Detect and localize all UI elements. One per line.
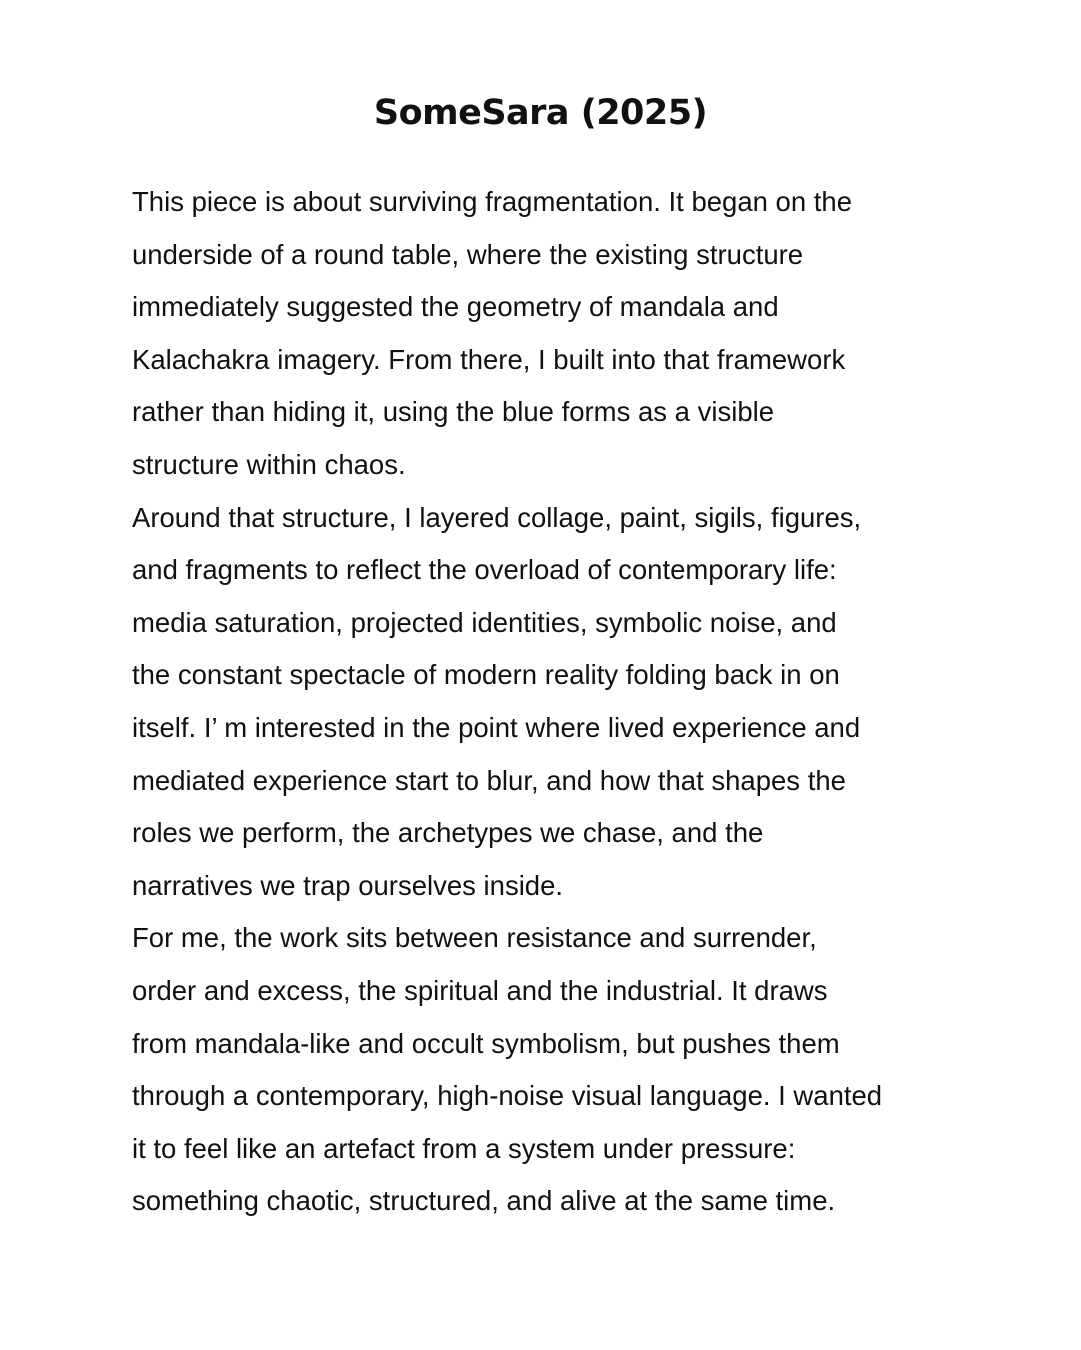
text-line: Around that structure, I layered collage, paint, sigils, figures, xyxy=(132,501,862,533)
text-line: Kalachakra imagery. From there, I built into that framework xyxy=(132,343,846,375)
text-line: through a contemporary, high-noise visual language. I wanted xyxy=(132,1080,883,1112)
text-line: something chaotic, structured, and alive at the same time. xyxy=(132,1185,836,1217)
text-line: itself. I’ m interested in the point where lived experience and xyxy=(132,711,861,743)
text-line: immediately suggested the geometry of mandala and xyxy=(132,291,779,323)
text-line: underside of a round table, where the existing structure xyxy=(132,238,804,270)
text-line: For me, the work sits between resistance and surrender, xyxy=(132,922,817,954)
text-line: rather than hiding it, using the blue forms as a visible xyxy=(132,396,775,428)
paragraph-3 xyxy=(132,912,962,1228)
artist-statement xyxy=(132,176,962,1228)
page-title: SomeSara (2025) xyxy=(373,93,708,133)
text-line: it to feel like an artefact from a system under pressure: xyxy=(132,1132,796,1164)
text-line: This piece is about surviving fragmentation. It began on the xyxy=(132,186,853,217)
text-line: and fragments to reflect the overload of contemporary life: xyxy=(132,554,837,586)
text-line: mediated experience start to blur, and how that shapes the xyxy=(132,764,846,796)
paragraph-2 xyxy=(132,492,962,913)
text-line: structure within chaos. xyxy=(132,448,406,480)
text-line: from mandala-like and occult symbolism, but pushes them xyxy=(132,1027,840,1059)
text-line: order and excess, the spiritual and the industrial. It draws xyxy=(132,974,828,1006)
text-line: roles we perform, the archetypes we chase, and the xyxy=(132,817,764,849)
text-line: the constant spectacle of modern reality folding back in on xyxy=(132,659,840,691)
text-line: narratives we trap ourselves inside. xyxy=(132,869,564,901)
text-line: media saturation, projected identities, symbolic noise, and xyxy=(132,606,837,638)
paragraph-1 xyxy=(132,176,962,492)
